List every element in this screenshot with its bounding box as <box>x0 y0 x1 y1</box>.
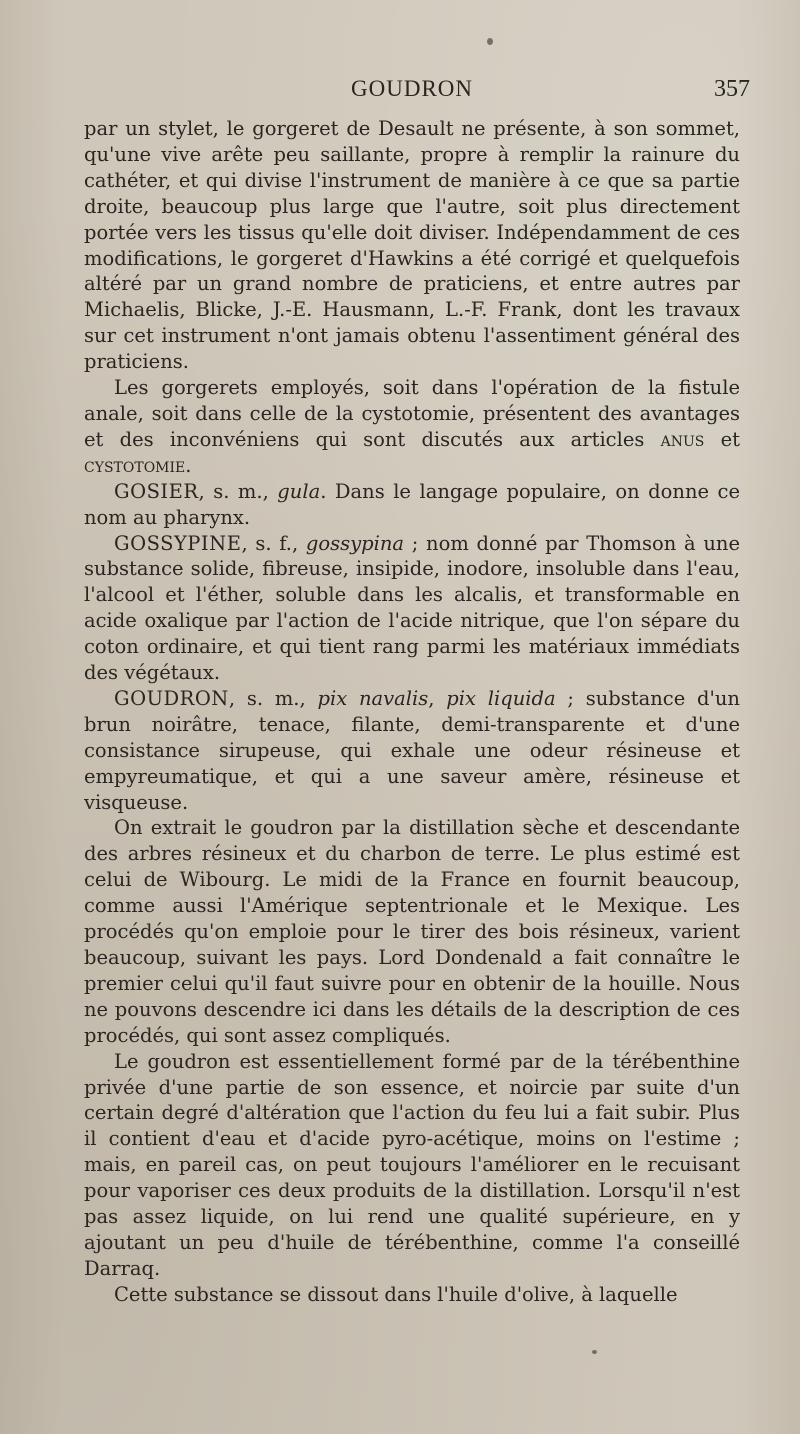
paragraph-gorgeret-continued <box>84 116 740 375</box>
paragraph-composition <box>84 1049 740 1282</box>
paragraph-text: Les gorgerets employés, soit dans l'opération de la fistule anale, soit dans celle de la cystotomie, présentent des avantages et des inconvéniens qui sont discutés aux articles <box>84 376 740 451</box>
entry-headword: GOUDRON <box>114 686 229 710</box>
book-page <box>84 74 750 1308</box>
entry-headword: GOSIER <box>114 479 199 503</box>
ink-spot <box>592 1350 597 1354</box>
entry-latin-term-2: pix liquida <box>446 686 556 710</box>
entry-headword: GOSSYPINE <box>114 531 242 555</box>
entry-definition: . Dans le langage populaire, on donne ce nom au pharynx. <box>84 479 740 529</box>
page-number: 357 <box>714 76 750 102</box>
paragraph-solubility <box>84 1282 740 1308</box>
cross-reference-cystotomie: cystotomie <box>84 453 186 477</box>
entry-latin-term: gossypina <box>305 531 405 555</box>
paragraph-text: Cette substance se dissout dans l'huile d'olive, à laquelle <box>114 1282 678 1306</box>
entry-latin-term: pix navalis <box>317 686 429 710</box>
paragraph-text: Le goudron est essentiellement formé par de la térébenthine privée d'une partie de son essence, et noircie par suite d'un certain degré d'altération que l'action du feu lui a fait subir. Plus il contient d'eau et d'acide pyro-acétique, moins on l'estime ; mais, en pareil cas, on peut toujours l'améliorer en le recuisant pour vaporiser ces deux produits de la distillation. Lorsqu'il n'est pas assez liquide, on lui rend une qualité supérieure, en y ajoutant un peu d'huile de térébenthine, comme l'a conseillé Darraq. <box>84 1049 740 1280</box>
entry-gosier <box>84 479 740 531</box>
paragraph-text: On extrait le goudron par la distillation sèche et descendante des arbres résineux et du charbon de terre. Le plus estimé est celui de Wibourg. Le midi de la France en fournit beaucoup, comme aussi l'Amérique septentrionale et le Mexique. Les procédés qu'on emploie pour le tirer des bois résineux, varient beaucoup, suivant les pays. Lord Dondenald a fait connaître le premier celui qu'il faut suivre pour en obtenir de la houille. Nous ne pouvons descendre ici dans les détails de la description de ces procédés, qui sont assez compliqués. <box>84 816 740 1047</box>
entry-latin-term: gula <box>277 479 321 503</box>
entry-goudron <box>84 686 740 816</box>
cross-reference-join: et <box>720 427 741 451</box>
ink-spot <box>487 38 493 45</box>
entry-gossypine <box>84 531 740 686</box>
entry-separator: , <box>428 686 447 710</box>
body-text <box>84 116 740 1308</box>
running-head <box>84 74 750 110</box>
paragraph-extraction <box>84 815 740 1048</box>
entry-grammar: , s. m., <box>228 686 318 710</box>
paragraph-text: par un stylet, le gorgeret de Desault ne présente, à son sommet, qu'une vive arête peu saillante, propre à remplir la rainure du cathéter, et qui divise l'instrument de manière à ce que sa partie droite, beaucoup plus large que l'autre, soit plus directement portée vers les tissus qu'elle doit diviser. Indépendamment de ces modifications, le gorgeret d'Hawkins a été corrigé et quelquefois altéré par un grand nombre de praticiens, et entre autres par Michaelis, Blicke, J.-E. Hausmann, L.-F. Frank, dont les travaux sur cet instrument n'ont jamais obtenu l'assentiment général des praticiens. <box>84 117 740 374</box>
entry-definition: ; nom donné par Thomson à une substance solide, fibreuse, insipide, inodore, insoluble dans l'eau, l'alcool et l'éther, soluble dans les alcalis, et transformable en acide oxalique par l'action de l'acide nitrique, que l'on sépare du coton ordinaire, et qui tient rang parmi les matériaux immédiats des végétaux. <box>84 531 741 685</box>
paragraph-gorgerets <box>84 375 740 479</box>
paragraph-end: . <box>185 453 192 477</box>
running-title: GOUDRON <box>351 76 473 101</box>
entry-grammar: , s. m., <box>198 479 278 503</box>
entry-grammar: , s. f., <box>241 531 306 555</box>
entry-definition: ; substance d'un brun noirâtre, tenace, filante, demi-transparente et d'une consistance sirupeuse, qui exhale une odeur résineuse et empyreumatique, et qui a une saveur amère, résineuse et visqueuse. <box>84 686 740 814</box>
cross-reference-anus: anus <box>660 427 705 451</box>
